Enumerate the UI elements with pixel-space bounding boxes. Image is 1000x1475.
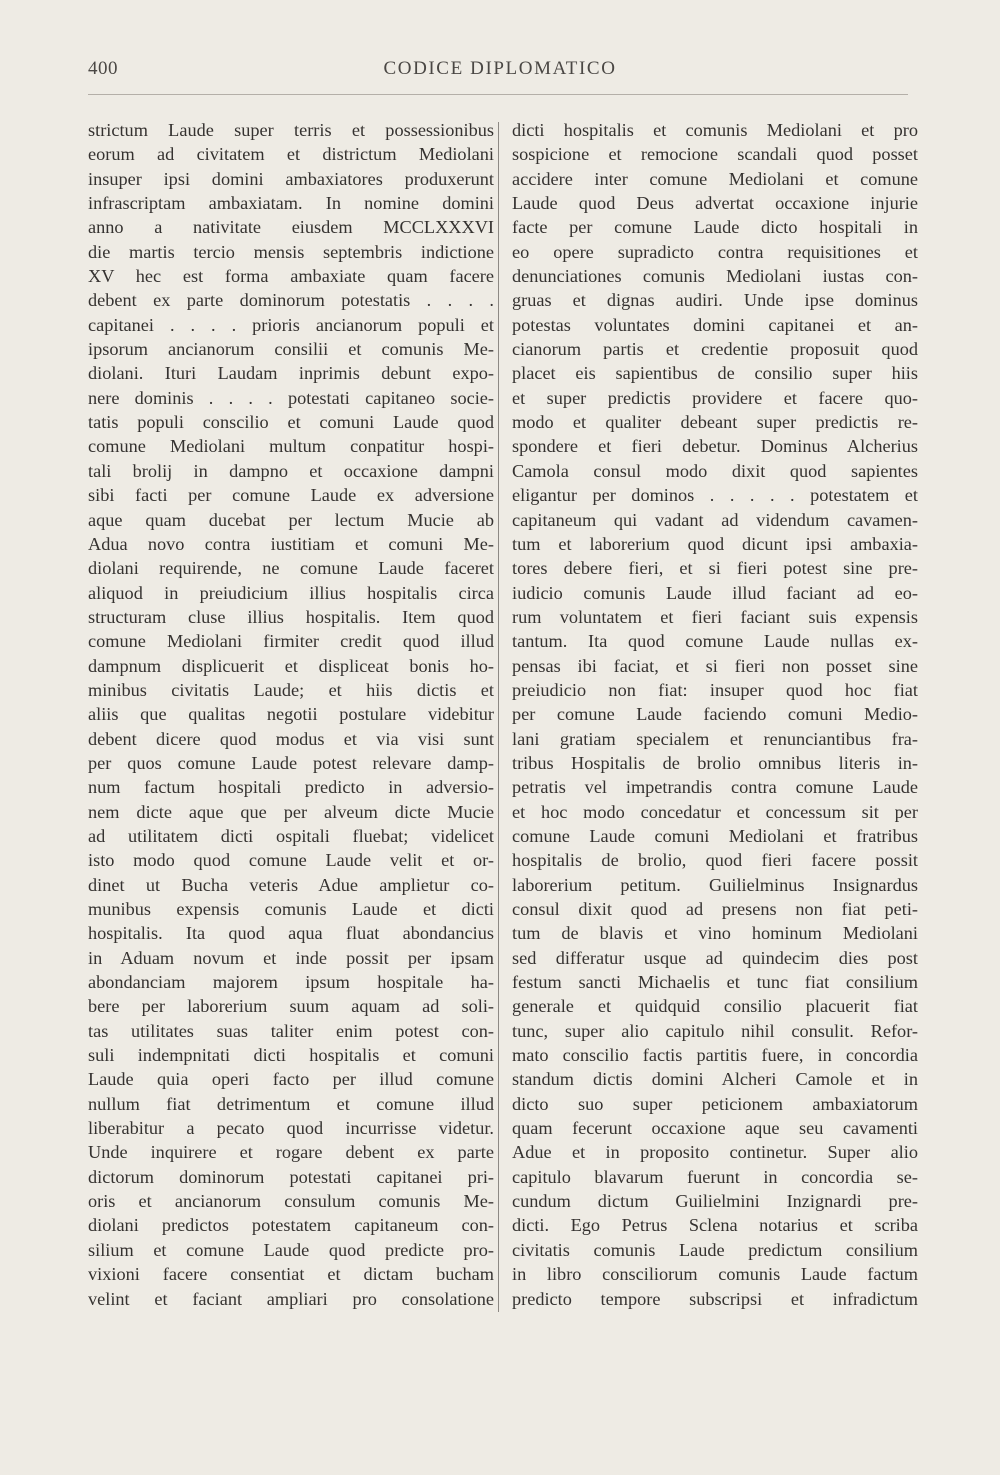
- text-line: sed differatur usque ad quindecim dies post: [512, 947, 918, 968]
- text-line: rum voluntatem et fieri faciant suis expensis: [512, 606, 918, 627]
- text-line: comune Laude comuni Mediolani et fratribus: [512, 825, 918, 846]
- text-line: diolani predictos potestatem capitaneum con-: [88, 1215, 494, 1236]
- text-line: iudicio comunis Laude illud faciant ad eo-: [512, 582, 918, 603]
- text-line: tali brolij in dampno et occaxione dampni: [88, 460, 494, 481]
- running-title: CODICE DIPLOMATICO: [383, 58, 617, 79]
- right-column: [512, 118, 918, 1311]
- text-line: cianorum partis et credentie proposuit quod: [512, 339, 918, 360]
- page-number: 400: [88, 58, 118, 79]
- text-line: dicto suo super peticionem ambaxiatorum: [512, 1093, 918, 1114]
- text-line: facte per comune Laude dicto hospitali in: [512, 217, 918, 238]
- text-line: XV hec est forma ambaxiate quam facere: [88, 266, 494, 287]
- text-line: consul dixit quod ad presens non fiat peti-: [512, 899, 918, 919]
- text-line: Adue et in proposito continetur. Super alio: [512, 1142, 918, 1163]
- text-line: et hoc modo concedatur et concessum sit per: [512, 801, 918, 822]
- text-line: infrascriptam ambaxiatam. In nomine domini: [88, 193, 494, 214]
- text-line: dinet ut Bucha veteris Adue amplietur co-: [88, 874, 494, 895]
- text-line: tatis populi conscilio et comuni Laude quod: [88, 412, 494, 433]
- text-line: per quos comune Laude potest relevare damp-: [88, 752, 494, 773]
- text-line: generale et quidquid consilio placuerit fiat: [512, 996, 918, 1017]
- text-line: hospitalis de brolio, quod fieri facere possit: [512, 850, 918, 871]
- text-line: et super predictis providere et facere quo-: [512, 387, 918, 408]
- text-line: tunc, super alio capitulo nihil consulit. Refor-: [512, 1020, 918, 1041]
- text-line: preiudicio non fiat: insuper quod hoc fiat: [512, 679, 918, 700]
- text-line: structuram cluse illius hospitalis. Item quod: [88, 606, 494, 627]
- text-line: aliquod in preiudicium illius hospitalis circa: [88, 582, 494, 603]
- text-line: eligantur per dominos . . . . . potestatem et: [512, 485, 918, 506]
- text-line: tores debere fieri, et si fieri potest sine pre-: [512, 558, 918, 579]
- text-line: diolani. Ituri Laudam inprimis debunt expo-: [88, 363, 494, 384]
- text-line: abondanciam majorem ipsum hospitale ha-: [88, 972, 494, 993]
- text-line: in libro consciliorum comunis Laude factum: [512, 1264, 918, 1285]
- text-line: capitanei . . . . prioris ancianorum populi et: [88, 314, 494, 335]
- text-line: comune Mediolani multum conpatitur hospi-: [88, 436, 494, 457]
- text-line: nere dominis . . . . potestati capitaneo socie-: [88, 387, 494, 408]
- text-line: num factum hospitali predicto in adversio-: [88, 777, 494, 798]
- text-line: accidere inter comune Mediolani et comune: [512, 168, 918, 189]
- text-line: per comune Laude faciendo comuni Medio-: [512, 704, 918, 725]
- text-line: predicto tempore subscripsi et infradictum: [512, 1288, 918, 1309]
- text-line: hospitalis. Ita quod aqua fluat abondancius: [88, 923, 494, 944]
- text-line: comune Mediolani firmiter credit quod illud: [88, 631, 494, 652]
- text-line: nullum fiat detrimentum et comune illud: [88, 1093, 494, 1114]
- text-line: oris et ancianorum consulum comunis Me-: [88, 1191, 494, 1212]
- header-rule: [88, 94, 908, 95]
- text-line: gruas et dignas audiri. Unde ipse dominus: [512, 290, 918, 311]
- text-line: dicti. Ego Petrus Sclena notarius et scriba: [512, 1215, 918, 1236]
- text-line: denunciationes comunis Mediolani iustas con-: [512, 266, 918, 287]
- text-line: placet eis sapientibus de consilio super hiis: [512, 363, 918, 384]
- text-line: bere per laborerium suum aquam ad soli-: [88, 996, 494, 1017]
- text-line: dicti hospitalis et comunis Mediolani et pro: [512, 120, 918, 140]
- text-line: Adua novo contra iustitiam et comuni Me-: [88, 533, 494, 554]
- text-line: pensas ibi faciat, et si fieri non posset sine: [512, 655, 918, 676]
- text-line: ad utilitatem dicti ospitali fluebat; videlicet: [88, 825, 494, 846]
- column-divider: [498, 122, 499, 1312]
- text-line: liberabitur a pecato quod incurrisse videtur.: [88, 1118, 494, 1139]
- text-line: potestas voluntates domini capitanei et an-: [512, 314, 918, 335]
- text-line: diolani requirende, ne comune Laude faceret: [88, 558, 494, 579]
- text-line: dictorum dominorum potestati capitanei pri-: [88, 1166, 494, 1187]
- text-line: die martis tercio mensis septembris indictione: [88, 241, 494, 262]
- text-line: modo et qualiter debeant super predictis re-: [512, 412, 918, 433]
- text-line: festum sancti Michaelis et tunc fiat consilium: [512, 972, 918, 993]
- text-line: tribus Hospitalis de brolio omnibus literis in-: [512, 752, 918, 773]
- text-line: tantum. Ita quod comune Laude nullas ex-: [512, 631, 918, 652]
- text-line: tum et laborerium quod dicunt ipsi ambaxia-: [512, 533, 918, 554]
- text-line: capitulo blavarum fuerunt in concordia se-: [512, 1166, 918, 1187]
- text-line: mato conscilio factis partitis fuere, in concordia: [512, 1045, 918, 1066]
- text-line: insuper ipsi domini ambaxiatores produxerunt: [88, 168, 494, 189]
- text-line: quam fecerunt occaxione aque seu cavamenti: [512, 1118, 918, 1139]
- text-line: in Aduam novum et inde possit per ipsam: [88, 947, 494, 968]
- text-line: sospicione et remocione scandali quod posset: [512, 144, 918, 165]
- text-line: cundum dictum Guilielmini Inzignardi pre-: [512, 1191, 918, 1212]
- text-line: dampnum displicuerit et displiceat bonis ho-: [88, 655, 494, 676]
- text-line: civitatis comunis Laude predictum consilium: [512, 1239, 918, 1260]
- text-line: eo opere supradicto contra requisitiones et: [512, 241, 918, 262]
- left-column: [88, 118, 494, 1311]
- text-line: strictum Laude super terris et possessionibus: [88, 120, 494, 140]
- text-line: lani gratiam specialem et renunciantibus fra-: [512, 728, 918, 749]
- text-line: Unde inquirere et rogare debent ex parte: [88, 1142, 494, 1163]
- text-line: velint et faciant ampliari pro consolatione: [88, 1288, 494, 1309]
- text-line: suli indempnitati dicti hospitalis et comuni: [88, 1045, 494, 1066]
- text-line: sibi facti per comune Laude ex adversione: [88, 485, 494, 506]
- text-line: vixioni facere consentiat et dictam bucham: [88, 1264, 494, 1285]
- text-line: spondere et fieri debetur. Dominus Alcherius: [512, 436, 918, 457]
- text-line: aque quam ducebat per lectum Mucie ab: [88, 509, 494, 530]
- text-line: debent dicere quod modus et via visi sunt: [88, 728, 494, 749]
- text-line: laborerium petitum. Guilielminus Insignardus: [512, 874, 918, 895]
- text-line: eorum ad civitatem et districtum Mediolani: [88, 144, 494, 165]
- text-line: minibus civitatis Laude; et hiis dictis et: [88, 679, 494, 700]
- text-line: Laude quod Deus advertat occaxione injurie: [512, 193, 918, 214]
- text-line: petratis vel impetrandis contra comune Laude: [512, 777, 918, 798]
- text-line: Laude quia operi facto per illud comune: [88, 1069, 494, 1090]
- text-line: standum dictis domini Alcheri Camole et in: [512, 1069, 918, 1090]
- text-line: isto modo quod comune Laude velit et or-: [88, 850, 494, 871]
- text-line: ipsorum ancianorum consilii et comunis Me-: [88, 339, 494, 360]
- text-line: munibus expensis comunis Laude et dicti: [88, 899, 494, 919]
- text-line: debent ex parte dominorum potestatis . . . .: [88, 290, 494, 311]
- text-line: aliis que qualitas negotii postulare videbitur: [88, 704, 494, 725]
- text-line: tas utilitates suas taliter enim potest con-: [88, 1020, 494, 1041]
- text-line: capitaneum qui vadant ad videndum cavamen-: [512, 509, 918, 530]
- text-line: anno a nativitate eiusdem MCCLXXXVI: [88, 217, 494, 238]
- text-line: nem dicte aque que per alveum dicte Mucie: [88, 801, 494, 822]
- text-line: silium et comune Laude quod predicte pro-: [88, 1239, 494, 1260]
- text-line: tum de blavis et vino hominum Mediolani: [512, 923, 918, 944]
- text-line: Camola consul modo dixit quod sapientes: [512, 460, 918, 481]
